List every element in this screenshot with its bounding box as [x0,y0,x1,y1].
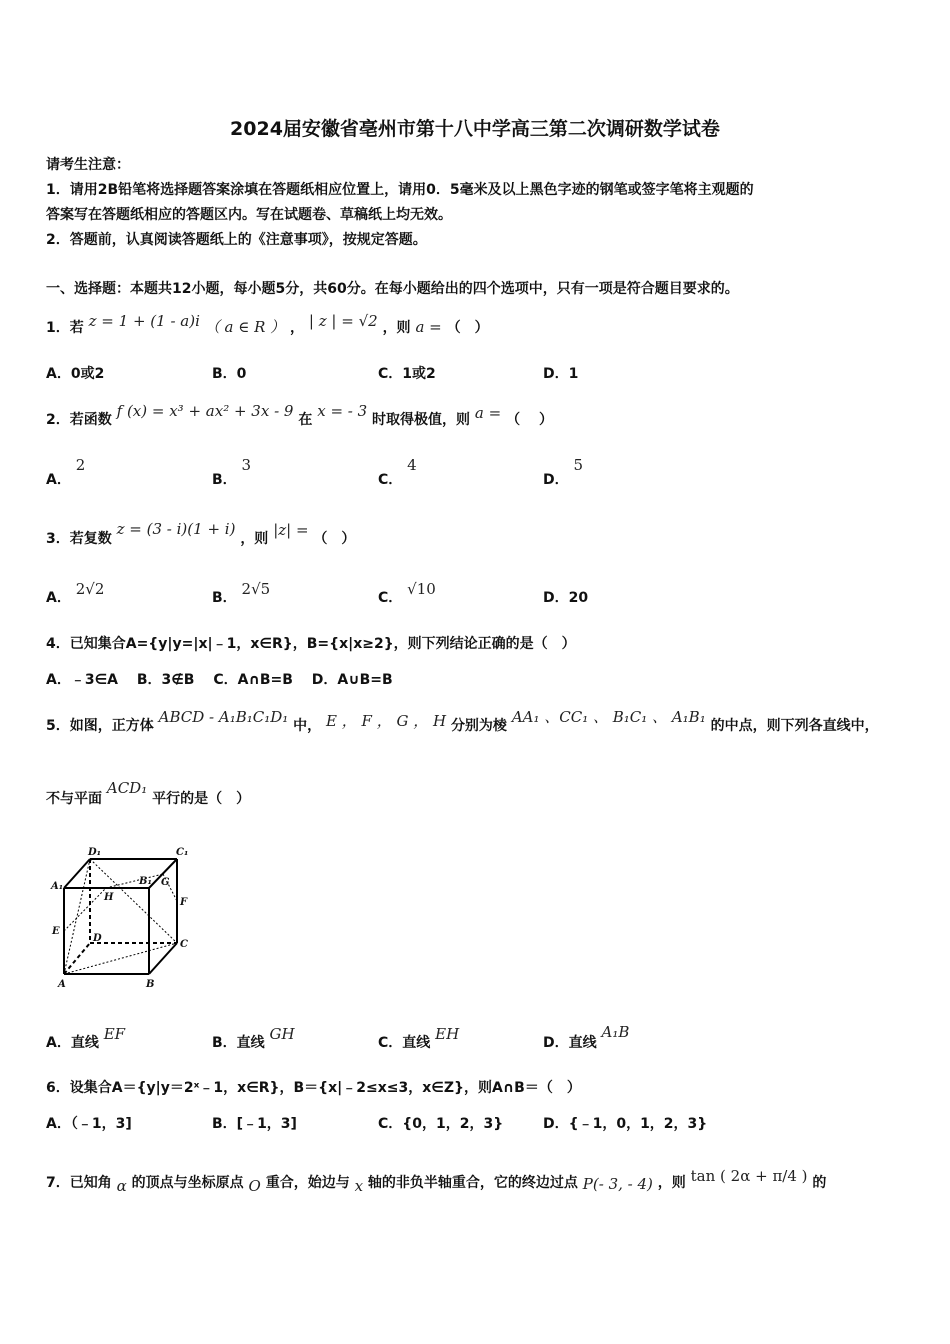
label-b: B [146,979,155,990]
q1-ask: a = [415,318,442,336]
q2-option-c-label: C． [378,472,403,488]
label-b1: B₁ [139,876,152,887]
q2-option-c-value: 4 [407,456,417,474]
q7-alpha: α [116,1177,127,1195]
notice-line-3: 2．答题前，认真阅读答题纸上的《注意事项》，按规定答题。 [46,232,427,248]
label-c: C [180,939,188,950]
q2-ask: a = [474,404,502,422]
q3-paren: （ ） [313,531,356,547]
q2-option-b [212,456,252,489]
q2-option-c [378,456,417,489]
q3-stem [46,520,356,548]
q3-option-b [212,580,271,607]
q3-option-a [46,580,105,607]
label-f: F [180,897,188,908]
q2-option-a [46,456,86,489]
q5-option-a-value: EF [103,1025,126,1043]
q3-option-a-value: 2√2 [75,580,105,598]
label-d1: D₁ [88,847,102,858]
page-title: 2024届安徽省亳州市第十八中学高三第二次调研数学试卷 [230,118,720,140]
q3-ask: |z| = [273,521,309,539]
q4-options: A．﹣3∈A B．3∉B C．A∩B=B D．A∪B=B [46,672,393,688]
q2-option-a-value: 2 [75,456,86,474]
q1-stem [46,312,489,337]
q5-option-c-value: EH [435,1025,460,1043]
q2-option-d-label: D． [543,472,569,488]
q1-cond: （ a ∈ R ） [204,318,286,336]
q7-t3: 轴的非负半轴重合，它的终边过点 [367,1175,578,1191]
q7-tail: 的 [812,1175,827,1191]
q3-option-b-value: 2√5 [241,580,271,598]
cube-figure [46,842,196,992]
label-g: G [161,877,170,888]
q5-option-b-label: B．直线 [212,1035,265,1051]
q2-option-d-value: 5 [573,456,584,474]
q5-option-d [543,1023,630,1052]
label-a1: A₁ [51,881,64,892]
q5-mid2: 分别为棱 [450,718,507,734]
q5-option-d-value: A₁B [601,1023,630,1041]
q2-at: x = - 3 [317,402,368,420]
label-d: D [93,933,102,944]
q5-mid1: 中， [293,718,322,734]
q2-option-b-value: 3 [241,456,252,474]
q1-option-a: A．0或2 [46,366,105,382]
q1-abs: | z | = √2 [308,312,378,330]
notice-heading: 请考生注意： [46,157,130,173]
notice-line-2: 答案写在答题纸相应的答题区内。写在试题卷、草稿纸上均无效。 [46,207,452,223]
q3-option-d: D．20 [543,590,589,606]
q7-x: x [354,1177,364,1195]
q3-num: 3．若复数 [46,531,112,547]
q1-num: 1．若 [46,320,84,336]
q5-option-b [212,1025,295,1052]
q7-point: P(- 3, - 4) [582,1175,653,1193]
q3-option-c [378,580,436,607]
q7-expr: tan ( 2α + π/4 ) [690,1167,808,1185]
q1-tail: ，则 [382,320,411,336]
q7-t4: ，则 [657,1175,686,1191]
q6-option-c: C．{0，1，2，3} [378,1116,504,1132]
q5-option-b-value: GH [269,1025,295,1043]
q5-stem-line2 [46,779,251,808]
label-h: H [104,892,114,903]
q5-cube: ABCD - A₁B₁C₁D₁ [158,708,289,726]
q6-option-b: B．[﹣1，3] [212,1116,297,1132]
line-ac [64,943,177,974]
edge-ad-hidden [64,943,90,974]
q6-stem: 6．设集合A＝{y|y＝2ˣ﹣1，x∈R}，B＝{x|﹣2≤x≤3，x∈Z}，则A∩B＝（ ） [46,1080,581,1096]
q2-paren: （ ） [506,412,553,428]
q7-origin: O [248,1177,261,1195]
q5-line2-tail: 平行的是（ ） [152,791,251,807]
q7-num: 7．已知角 [46,1175,112,1191]
q2-num: 2．若函数 [46,412,112,428]
label-c1: C₁ [176,847,189,858]
q2-tail: 时取得极值，则 [372,412,471,428]
q7-t1: 的顶点与坐标原点 [131,1175,244,1191]
q4-stem: 4．已知集合A={y|y=|x|﹣1，x∈R}，B={x|x≥2}，则下列结论正确的是（ ） [46,636,576,652]
q6-option-a: A．（﹣1，3] [46,1116,132,1132]
q3-tail: ，则 [240,531,269,547]
q2-stem [46,402,553,429]
label-e: E [52,926,60,937]
q5-option-d-label: D．直线 [543,1035,597,1051]
section-heading: 一、选择题：本题共12小题，每小题5分，共60分。在每小题给出的四个选项中，只有一项是符合题目要求的。 [46,281,739,297]
q3-expr: z = (3 - i)(1 + i) [116,520,236,538]
line-eh [64,888,106,931]
q5-points: E ， F ， G ， H [326,712,447,730]
q3-option-b-label: B． [212,590,237,606]
q3-option-c-label: C． [378,590,403,606]
q2-option-a-label: A． [46,472,71,488]
q5-option-a-label: A．直线 [46,1035,99,1051]
q5-stem [46,708,879,735]
line-ad1 [64,859,90,974]
q5-num: 5．如图，正方体 [46,718,154,734]
q1-sep: ， [290,320,305,336]
q1-paren: （ ） [446,320,489,336]
q3-option-a-label: A． [46,590,71,606]
q2-mid: 在 [298,412,313,428]
q5-edges: AA₁ 、CC₁ 、 B₁C₁ 、 A₁B₁ [511,708,706,726]
q5-line2: 不与平面 [46,791,102,807]
q1-option-c: C．1或2 [378,366,436,382]
q5-option-c-label: C．直线 [378,1035,431,1051]
q5-tail: 的中点，则下列各直线中， [710,718,879,734]
q7-stem [46,1167,827,1195]
label-a: A [58,979,66,990]
q5-plane: ACD₁ [106,779,148,797]
q5-option-c [378,1025,460,1052]
q5-option-a [46,1025,126,1052]
notice-line-1: 1．请用2B铅笔将选择题答案涂填在答题纸相应位置上，请用0．5毫米及以上黑色字迹的钢笔或签字笔将主观题的 [46,182,754,198]
q2-option-d [543,456,584,489]
edge-a1d1 [64,859,90,888]
q2-option-b-label: B． [212,472,237,488]
q1-option-d: D．1 [543,366,579,382]
q3-option-c-value: √10 [407,580,436,598]
q2-expr: f (x) = x³ + ax² + 3x - 9 [116,402,294,420]
q1-option-b: B．0 [212,366,247,382]
edge-bc [149,943,177,974]
q6-option-d: D．{﹣1，0，1，2，3} [543,1116,708,1132]
q1-expr: z = 1 + (1 - a)i [88,312,200,330]
q7-t2: 重合，始边与 [265,1175,350,1191]
